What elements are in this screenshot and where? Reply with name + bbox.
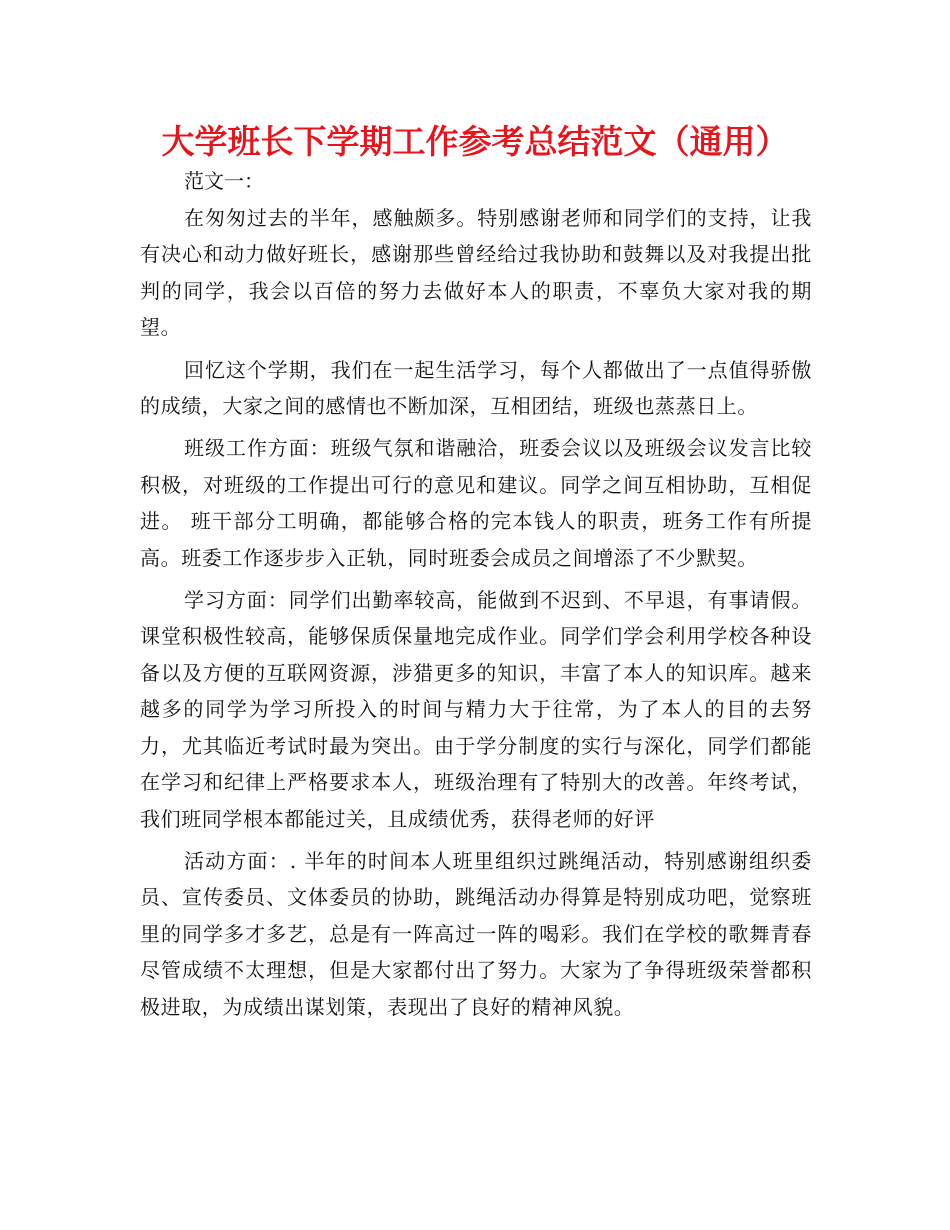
section-label: 范文一：: [184, 169, 264, 193]
paragraph-activities: 活动方面：. 半年的时间本人班里组织过跳绳活动，特别感谢组织委员、宣传委员、文体委员的协助，跳绳活动办得算是特别成功吧，觉察班里的同学多才多艺，总是有一阵高过一阵的喝彩。我们在学校的歌舞青春尽管成绩不太理想，但是大家都付出了努力。大家为了争得班级荣誉都积极进取，为成绩出谋划策，表现出了良好的精神风貌。: [140, 848, 812, 1019]
paragraph-review: 回忆这个学期，我们在一起生活学习，每个人都做出了一点值得骄傲的成绩，大家之间的感情也不断加深，互相团结，班级也蒸蒸日上。: [140, 357, 812, 419]
paragraph-study: 学习方面：同学们出勤率较高，能做到不迟到、不早退，有事请假。课堂积极性较高，能够保质保量地完成作业。同学们学会利用学校各种设备以及方便的互联网资源，涉猎更多的知识，丰富了本人的知识库。越来越多的同学为学习所投入的时间与精力大于往常，为了本人的目的去努力，尤其临近考试时最为突出。由于学分制度的实行与深化，同学们都能在学习和纪律上严格要求本人，班级治理有了特别大的改善。年终考试，我们班同学根本都能过关，且成绩优秀，获得老师的好评: [140, 588, 812, 831]
document-body: [140, 164, 812, 1025]
paragraph-class-work: 班级工作方面：班级气氛和谐融洽，班委会议以及班级会议发言比较积极，对班级的工作提出可行的意见和建议。同学之间互相协助，互相促进。 班干部分工明确，都能够合格的完本钱人的职责，班务工作有所提高。班委工作逐步步入正轨，同时班委会成员之间增添了不少默契。: [140, 436, 812, 570]
document-title: 大学班长下学期工作参考总结范文（通用）: [161, 122, 789, 161]
paragraph-intro: 在匆匆过去的半年，感触颇多。特别感谢老师和同学们的支持，让我有决心和动力做好班长，感谢那些曾经给过我协助和鼓舞以及对我提出批判的同学，我会以百倍的努力去做好本人的职责，不辜负大家对我的期望。: [140, 206, 812, 340]
